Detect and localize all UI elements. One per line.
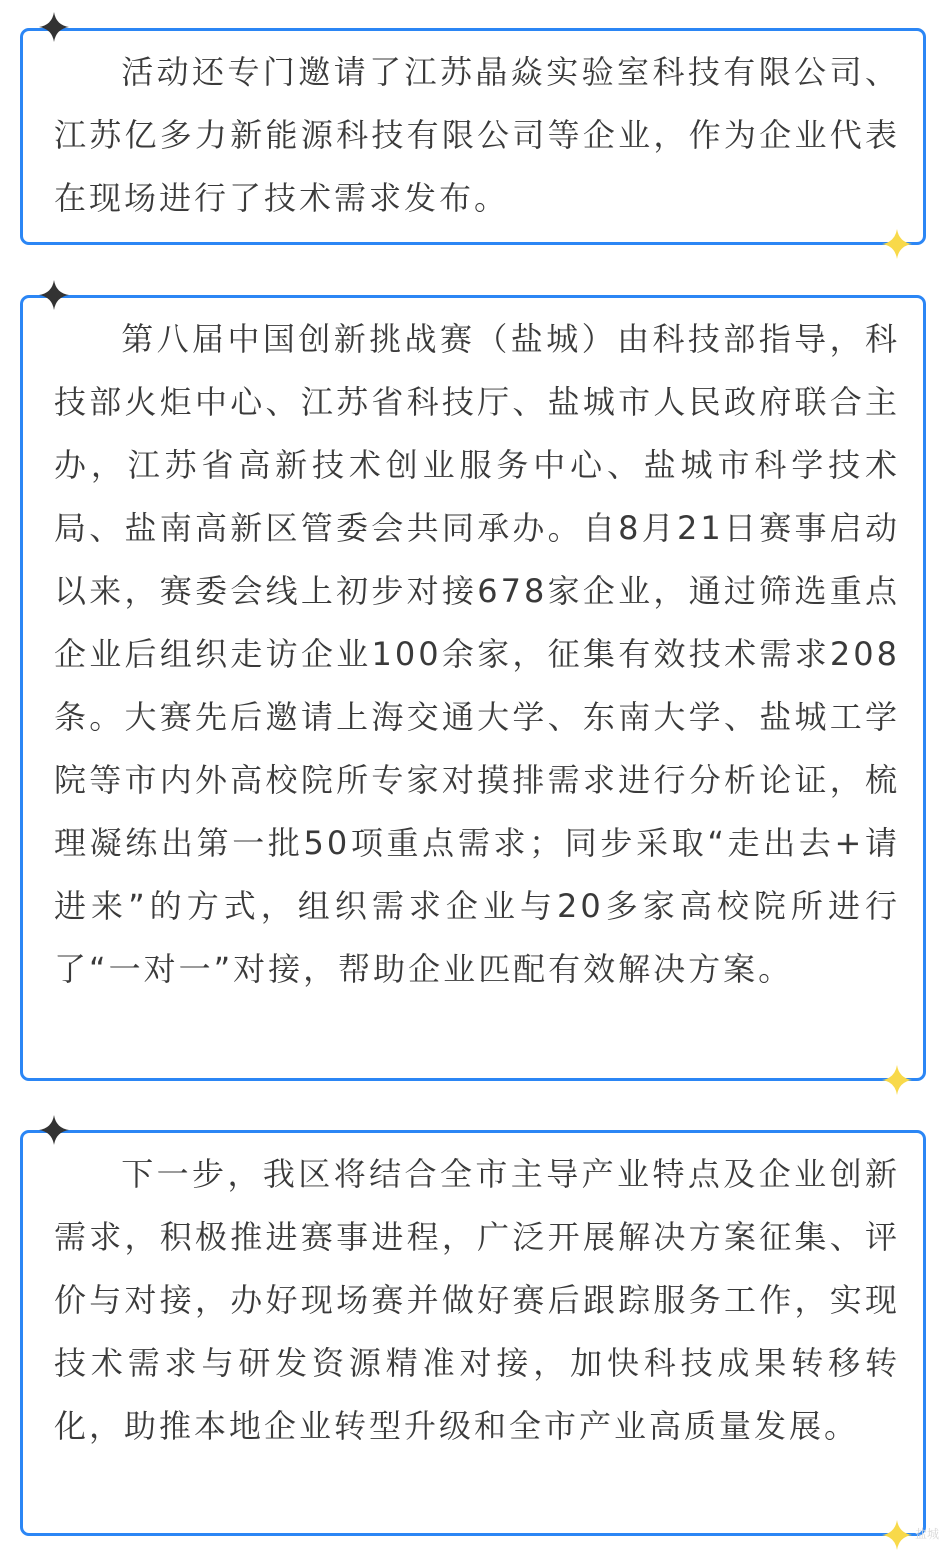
text-card-2 <box>20 295 926 1081</box>
sparkle-gold-icon <box>882 229 912 259</box>
paragraph-1: 活动还专门邀请了江苏晶焱实验室科技有限公司、江苏亿多力新能源科技有限公司等企业，作为企业代表在现场进行了技术需求发布。 <box>54 53 900 217</box>
sparkle-dark-icon <box>39 280 69 310</box>
sparkle-dark-icon <box>39 1115 69 1145</box>
paragraph-3: 下一步，我区将结合全市主导产业特点及企业创新需求，积极推进赛事进程，广泛开展解决方案征集、评价与对接，办好现场赛并做好赛后跟踪服务工作，实现技术需求与研发资源精准对接，加快科技成果转移转化，助推本地企业转型升级和全市产业高质量发展。 <box>54 1155 900 1445</box>
sparkle-gold-icon <box>882 1065 912 1095</box>
paragraph-2: 第八届中国创新挑战赛（盐城）由科技部指导，科技部火炬中心、江苏省科技厅、盐城市人民政府联合主办，江苏省高新技术创业服务中心、盐城市科学技术局、盐南高新区管委会共同承办。自8月21日赛事启动以来，赛委会线上初步对接678家企业，通过筛选重点企业后组织走访企业100余家，征集有效技术需求208条。大赛先后邀请上海交通大学、东南大学、盐城工学院等市内外高校院所专家对摸排需求进行分析论证，梳理凝练出第一批50项重点需求；同步采取“走出去+请进来”的方式，组织需求企业与20多家高校院所进行了“一对一”对接，帮助企业匹配有效解决方案。 <box>54 320 900 988</box>
text-card-1 <box>20 28 926 245</box>
sparkle-dark-icon <box>39 12 69 42</box>
sparkle-gold-icon <box>882 1520 912 1550</box>
watermark: 盐城 <box>915 1527 940 1541</box>
text-card-3 <box>20 1130 926 1536</box>
